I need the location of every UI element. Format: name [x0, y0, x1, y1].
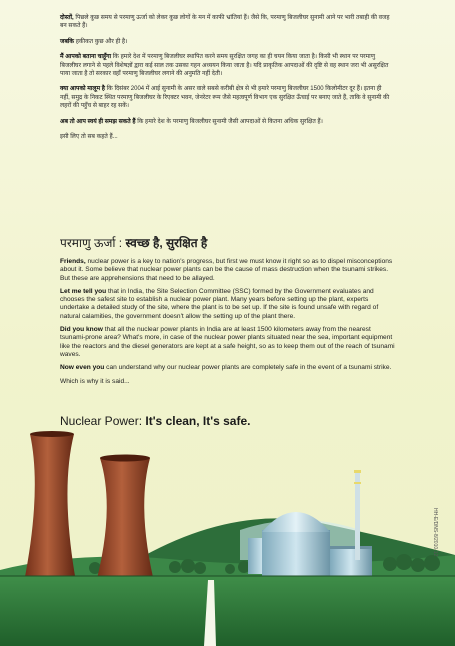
- hindi-paragraph-2: [60, 38, 392, 46]
- english-paragraph-2: [60, 288, 396, 321]
- hindi-paragraph-4: [60, 85, 392, 110]
- hindi-lead-3: मैं आपको बताना चाहूँगा: [60, 54, 112, 61]
- stack-band-mid: [354, 482, 361, 484]
- english-text-block: [60, 258, 396, 391]
- cooling-tower-right: [94, 456, 156, 590]
- hindi-lead-4: क्या आपको मालूम है: [60, 86, 105, 93]
- english-paragraph-4: [60, 364, 396, 372]
- english-slogan-part-1: Nuclear Power:: [60, 414, 146, 428]
- reactor-annex: [330, 548, 372, 576]
- hindi-body-2: हकीकत कुछ और ही है।: [75, 38, 128, 45]
- nuclear-plant-illustration: [0, 430, 455, 646]
- english-body-1: nuclear power is a key to nation's progress, but first we must know it right so as to dispel misconceptions about it. Some believe that nuclear power plants can be the cause of mass destruction when the tsunami strikes. But these are apprehensions that need to be allayed.: [60, 258, 393, 282]
- english-lead-3: Did you know: [60, 326, 103, 334]
- reactor-annex-roof: [330, 546, 372, 549]
- reactor-dome: [262, 512, 330, 532]
- english-paragraph-3: [60, 326, 396, 359]
- hindi-body-5: कि हमारे देश के परमाणु बिजलीघर सुनामी जैसी आपदाओं से कितना अधिक सुरक्षित हैं।: [137, 118, 323, 125]
- green-field: [0, 576, 455, 646]
- hindi-paragraph-5: [60, 118, 392, 126]
- english-paragraph-1: [60, 258, 396, 283]
- hindi-lead-2: जबकि: [60, 38, 75, 45]
- hindi-paragraph-1: [60, 14, 392, 31]
- hindi-body-1: पिछले कुछ समय से परमाणु ऊर्जा को लेकर कुछ लोगों के मन में काफी भ्रांतियां हैं। जैसे कि, परमाणु बिजलीघर सुनामी आने पर भारी तबाही की वजह बन सकते हैं।: [60, 15, 390, 30]
- hindi-slogan-part-2: स्वच्छ है, सुरक्षित है: [125, 236, 208, 250]
- reactor-building: [262, 530, 330, 576]
- cooling-tower-left-rim: [30, 431, 74, 437]
- hindi-body-6: इसी लिए तो सब कहते हैं...: [60, 134, 118, 141]
- stack-band-top: [354, 470, 361, 473]
- hindi-lead-5: अब तो आप स्वयं ही समझ सकते हैं: [60, 118, 136, 125]
- english-body-4: can understand why our nuclear power plants are completely safe in the event of a tsunami strike.: [104, 364, 392, 372]
- english-lead-2: Let me tell you: [60, 287, 107, 295]
- english-body-2: that in India, the Site Selection Committee (SSC) formed by the Government evaluates and chooses the safest site to establish a nuclear power plant. Many years before setting up the plant, experts undertake a detailed study of the site, where the plant is to be set up. If the site is found unsafe with regard of natural calamities, the government doesn't allow the setting up of the plant there.: [60, 287, 379, 320]
- english-paragraph-5: [60, 378, 396, 386]
- hindi-body-3: कि हमारे देश में परमाणु बिजलीघर स्थापित करने समय सुरक्षित जगह का ही चयन किया जाता है। किसी भी स्थान पर परमाणु बिजलीघर लगाने से पहले विशेषज्ञों द्वारा कई साल तक उसका गहन अध्ययन किया जाता है। यदि प्राकृतिक आपदाओं की दृष्टि से वह स्थान जरा भी असुरक्षित पाया जाता है तो सरकार वहाँ परमाणु बिजलीघर लगाने की अनुमति नहीं देती।: [60, 54, 389, 78]
- hindi-slogan-part-1: परमाणु ऊर्जा :: [60, 236, 123, 250]
- cooling-tower-left: [24, 433, 76, 583]
- english-lead-1: Friends,: [60, 258, 86, 265]
- english-slogan-part-2: It's clean, It's safe.: [145, 414, 251, 428]
- hindi-lead-1: दोस्तों,: [60, 15, 74, 21]
- side-print-code: HH-E/DNS-8/2010-12: [432, 508, 438, 557]
- hindi-paragraph-3: [60, 53, 392, 78]
- hindi-text-block: [60, 14, 392, 148]
- english-slogan: [60, 414, 250, 428]
- hindi-paragraph-6: [60, 133, 392, 141]
- hindi-body-4: कि दिसंबर 2004 में आई सुनामी के असर वाले सबसे करीबी क्षेत्र से भी हमारे परमाणु बिजलीघर 1500 किलोमीटर दूर हैं। इतना ही नहीं, समुद्र के निकट स्थित परमाणु बिजलीघर के रिएक्टर भवन, जेनरेटर रूम जैसे महत्वपूर्ण विभाग एक सुरक्षित ऊँचाई पर बनाए जाते हैं, ताकि वे सुनामी की लहरों की पहुँच से बाहर रह सकें।: [60, 86, 390, 110]
- english-body-3: that all the nuclear power plants in India are at least 1500 kilometers away from the nearest tsunami-prone area? What's more, in case of the nuclear power plants situated near the sea, important equipment like the reactors and the diesel generators are kept at a safe height, so as to keep them out of the reach of tsunami waves.: [60, 326, 395, 358]
- cooling-tower-right-rim: [100, 455, 150, 462]
- english-body-5: Which is why it is said...: [60, 377, 130, 385]
- english-lead-4: Now even you: [60, 364, 105, 372]
- hindi-slogan: [60, 236, 207, 250]
